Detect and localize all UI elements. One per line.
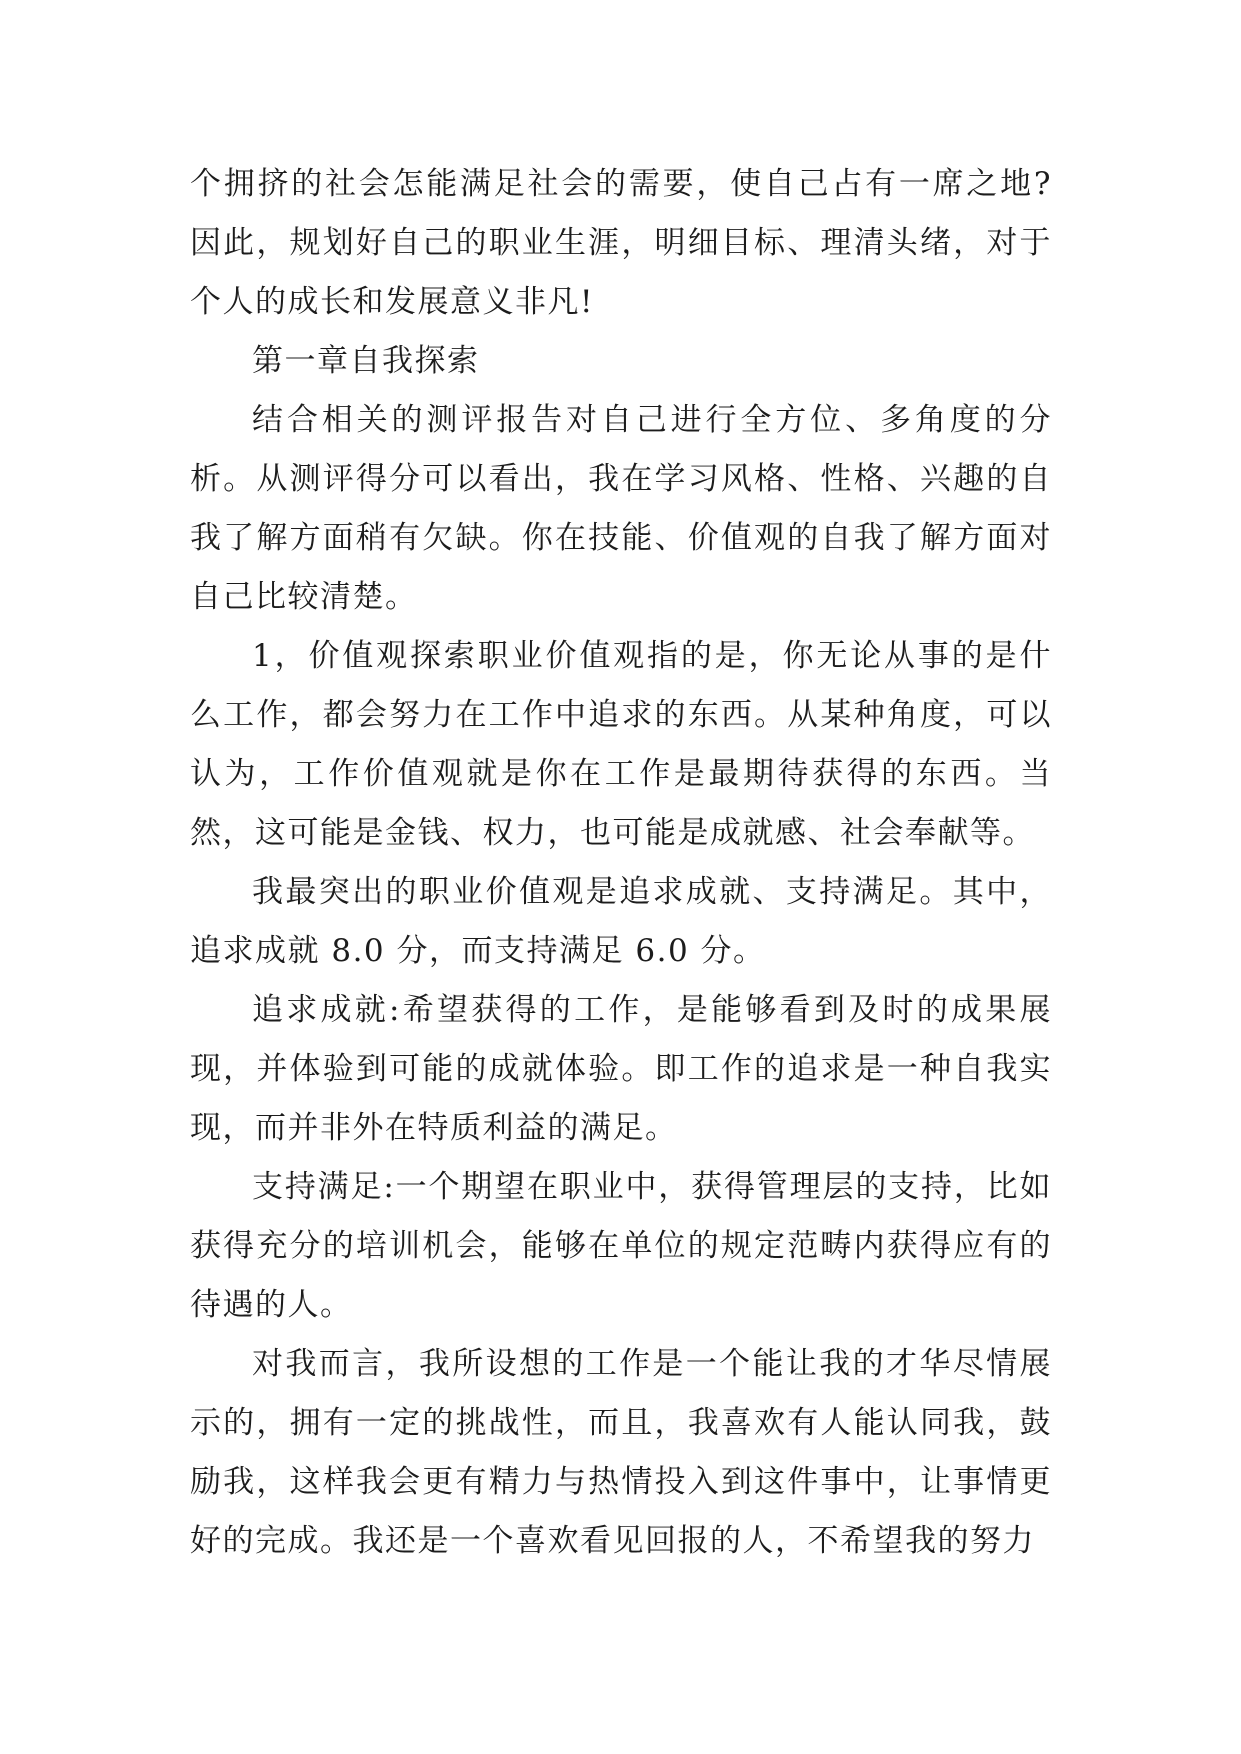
- document-body: [190, 155, 1052, 1571]
- paragraph-achievement: 追求成就:希望获得的工作，是能够看到及时的成果展现，并体验到可能的成就体验。即工作的追求是一种自我实现，而并非外在特质利益的满足。: [190, 992, 1052, 1146]
- paragraph-intro-continuation: 个拥挤的社会怎能满足社会的需要，使自己占有一席之地?因此，规划好自己的职业生涯，明细目标、理清头绪，对于个人的成长和发展意义非凡!: [190, 166, 1052, 320]
- paragraph-values-exploration: 1，价值观探索职业价值观指的是，你无论从事的是什么工作，都会努力在工作中追求的东西。从某种角度，可以认为，工作价值观就是你在工作是最期待获得的东西。当然，这可能是金钱、权力，也可能是成就感、社会奉献等。: [190, 638, 1052, 851]
- paragraph-personal-view: 对我而言，我所设想的工作是一个能让我的才华尽情展示的，拥有一定的挑战性，而且，我喜欢有人能认同我，鼓励我，这样我会更有精力与热情投入到这件事中，让事情更好的完成。我还是一个喜欢看见回报的人，不希望我的努力: [190, 1346, 1052, 1559]
- paragraph-self-assessment: 结合相关的测评报告对自己进行全方位、多角度的分析。从测评得分可以看出，我在学习风格、性格、兴趣的自我了解方面稍有欠缺。你在技能、价值观的自我了解方面对自己比较清楚。: [190, 402, 1052, 615]
- paragraph-values-scores: 我最突出的职业价值观是追求成就、支持满足。其中，追求成就 8.0 分，而支持满足 6.0 分。: [190, 874, 1052, 969]
- chapter-heading: 第一章自我探索: [252, 343, 480, 379]
- paragraph-support: 支持满足:一个期望在职业中，获得管理层的支持，比如获得充分的培训机会，能够在单位的规定范畴内获得应有的待遇的人。: [190, 1169, 1052, 1323]
